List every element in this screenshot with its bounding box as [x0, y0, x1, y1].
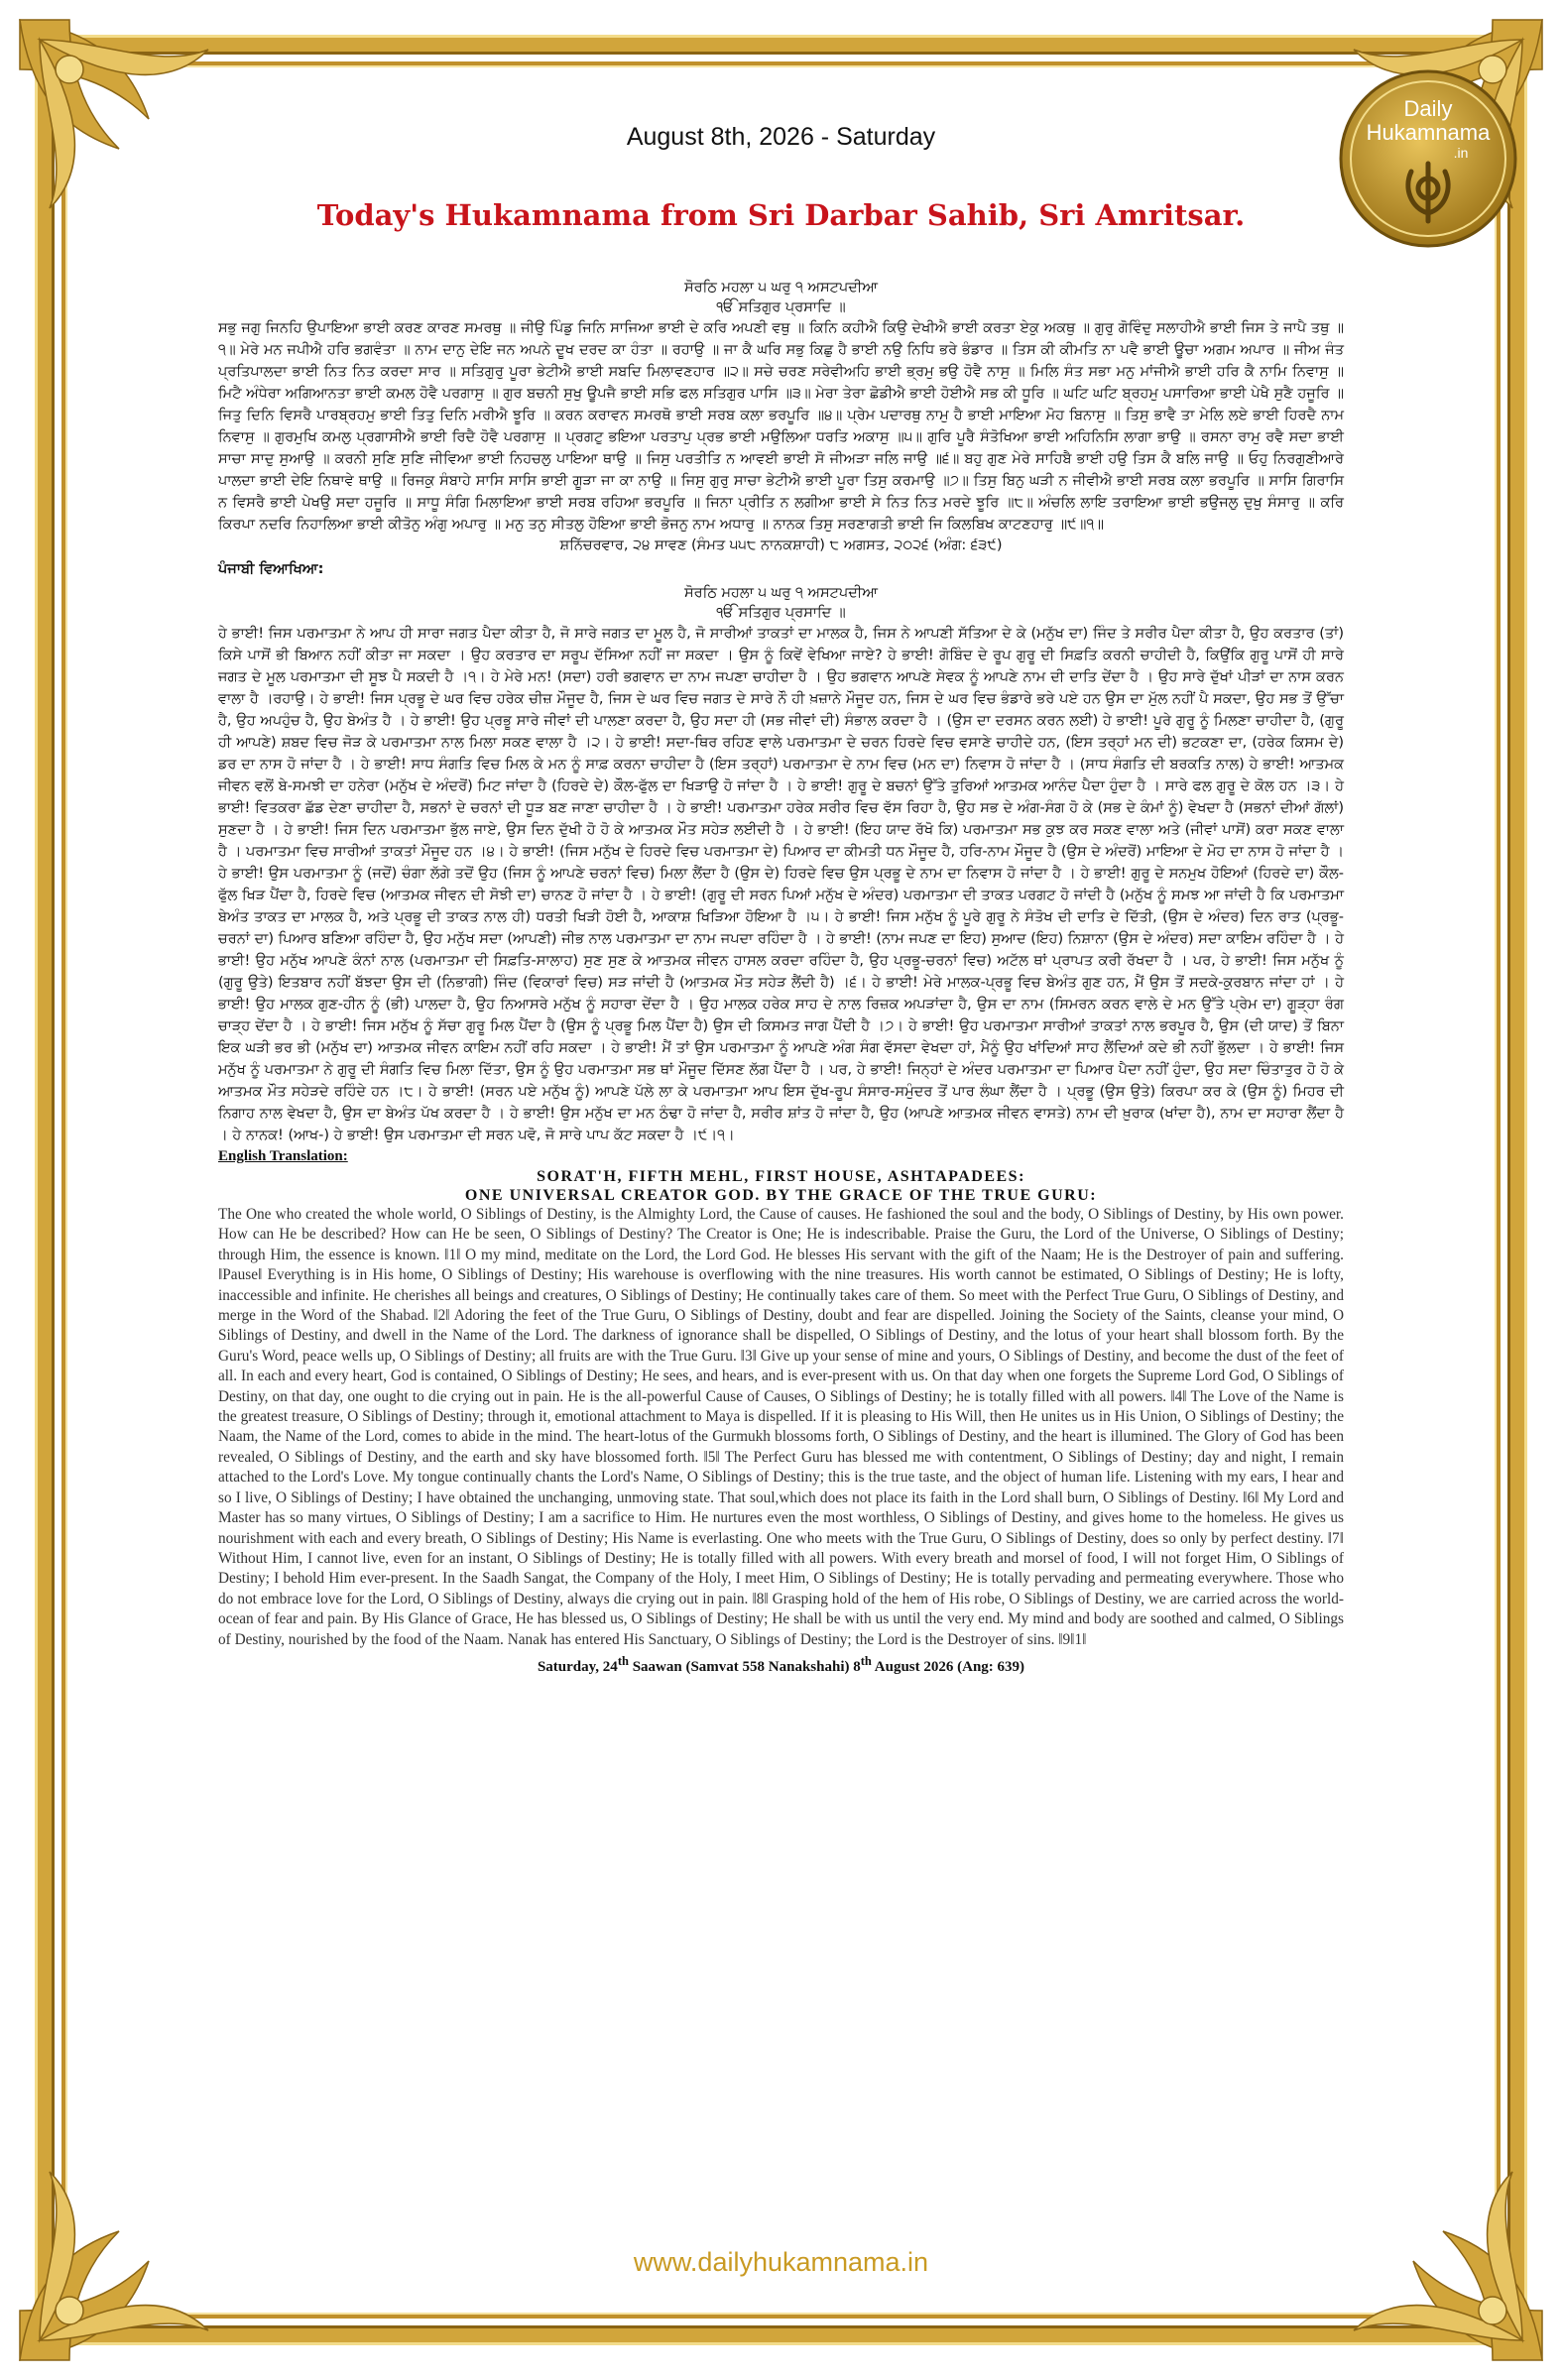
footer-url[interactable]: www.dailyhukamnama.in [633, 2247, 929, 2277]
vyakhya-text: ਹੇ ਭਾਈ! ਜਿਸ ਪਰਮਾਤਮਾ ਨੇ ਆਪ ਹੀ ਸਾਰਾ ਜਗਤ ਪੈਦਾ ਕੀਤਾ ਹੈ, ਜੋ ਸਾਰੇ ਜਗਤ ਦਾ ਮੂਲ ਹੈ, ਜੋ ਸਾਰੀਆਂ ਤਾਕਤਾਂ ਦਾ ਮਾਲਕ ਹੈ, ਜਿਸ ਨੇ ਆਪਣੀ ਸੱਤਿਆ ਦੇ ਕੇ (ਮਨੁੱਖ ਦਾ) ਜਿੰਦ ਤੇ ਸਰੀਰ ਪੈਦਾ ਕੀਤਾ ਹੈ, ਉਹ ਕਰਤਾਰ (ਤਾਂ) ਕਿਸੇ ਪਾਸੋਂ ਭੀ ਬਿਆਨ ਨਹੀਂ ਕੀਤਾ ਜਾ ਸਕਦਾ । ਉਹ ਕਰਤਾਰ ਦਾ ਸਰੂਪ ਦੱਸਿਆ ਨਹੀਂ ਜਾ ਸਕਦਾ । ਉਸ ਨੂੰ ਕਿਵੇਂ ਵੇਖਿਆ ਜਾਏ? ਹੇ ਭਾਈ! ਗੋਬਿੰਦ ਦੇ ਰੂਪ ਗੁਰੂ ਦੀ ਸਿਫ਼ਤਿ ਕਰਨੀ ਚਾਹੀਦੀ ਹੈ, ਕਿਉਂਕਿ ਗੁਰੂ ਪਾਸੋਂ ਹੀ ਸਾਰੇ ਜਗਤ ਦੇ ਮੂਲ ਪਰਮਾਤਮਾ ਦੀ ਸੂਝ ਪੈ ਸਕਦੀ ਹੈ ।੧। ਹੇ ਮੇਰੇ ਮਨ! (ਸਦਾ) ਹਰੀ ਭਗਵਾਨ ਦਾ ਨਾਮ ਜਪਣਾ ਚਾਹੀਦਾ ਹੈ । ਉਹ ਭਗਵਾਨ ਆਪਣੇ ਸੇਵਕ ਨੂੰ ਆਪਣੇ ਨਾਮ ਦੀ ਦਾਤਿ ਦੇਂਦਾ ਹੈ । ਉਹ ਸਾਰੇ ਦੁੱਖਾਂ ਪੀੜਾਂ ਦਾ ਨਾਸ ਕਰਨ ਵਾਲਾ ਹੈ ।ਰਹਾਉ। ਹੇ ਭਾਈ! ਜਿਸ ਪ੍ਰਭੂ ਦੇ ਘਰ ਵਿਚ ਹਰੇਕ ਚੀਜ਼ ਮੌਜੂਦ ਹੈ, ਜਿਸ ਦੇ ਘਰ ਵਿਚ ਜਗਤ ਦੇ ਸਾਰੇ ਨੌ ਹੀ ਖ਼ਜ਼ਾਨੇ ਮੌਜੂਦ ਹਨ, ਜਿਸ ਦੇ ਘਰ ਵਿਚ ਭੰਡਾਰੇ ਭਰੇ ਪਏ ਹਨ ਉਸ ਦਾ ਮੁੱਲ ਨਹੀਂ ਪੈ ਸਕਦਾ, ਉਹ ਸਭ ਤੋਂ ਉੱਚਾ ਹੈ, ਉਹ ਅਪਹੁੰਚ ਹੈ, ਉਹ ਬੇਅੰਤ ਹੈ । ਹੇ ਭਾਈ! ਉਹ ਪ੍ਰਭੂ ਸਾਰੇ ਜੀਵਾਂ ਦੀ ਪਾਲਣਾ ਕਰਦਾ ਹੈ, ਉਹ ਸਦਾ ਹੀ (ਸਭ ਜੀਵਾਂ ਦੀ) ਸੰਭਾਲ ਕਰਦਾ ਹੈ । (ਉਸ ਦਾ ਦਰਸਨ ਕਰਨ ਲਈ) ਹੇ ਭਾਈ! ਪੂਰੇ ਗੁਰੂ ਨੂੰ ਮਿਲਣਾ ਚਾਹੀਦਾ ਹੈ, (ਗੁਰੂ ਹੀ ਆਪਣੇ) ਸ਼ਬਦ ਵਿਚ ਜੋੜ ਕੇ ਪਰਮਾਤਮਾ ਨਾਲ ਮਿਲਾ ਸਕਣ ਵਾਲਾ ਹੈ ।੨। ਹੇ ਭਾਈ! ਸਦਾ-ਥਿਰ ਰਹਿਣ ਵਾਲੇ ਪਰਮਾਤਮਾ ਦੇ ਚਰਨ ਹਿਰਦੇ ਵਿਚ ਵਸਾਣੇ ਚਾਹੀਦੇ ਹਨ, (ਇਸ ਤਰ੍ਹਾਂ ਮਨ ਦੀ) ਭਟਕਣਾ ਦਾ, (ਹਰੇਕ ਕਿਸਮ ਦੇ) ਡਰ ਦਾ ਨਾਸ ਹੋ ਜਾਂਦਾ ਹੈ । ਹੇ ਭਾਈ! ਸਾਧ ਸੰਗਤਿ ਵਿਚ ਮਿਲ ਕੇ ਮਨ ਨੂੰ ਸਾਫ਼ ਕਰਨਾ ਚਾਹੀਦਾ ਹੈ (ਇਸ ਤਰ੍ਹਾਂ) ਪਰਮਾਤਮਾ ਦੇ ਨਾਮ ਵਿਚ (ਮਨ ਦਾ) ਨਿਵਾਸ ਹੋ ਜਾਂਦਾ ਹੈ । (ਸਾਧ ਸੰਗਤਿ ਦੀ ਬਰਕਤਿ ਨਾਲ) ਹੇ ਭਾਈ! ਆਤਮਕ ਜੀਵਨ ਵਲੋਂ ਬੇ-ਸਮਝੀ ਦਾ ਹਨੇਰਾ (ਮਨੁੱਖ ਦੇ ਅੰਦਰੋਂ) ਮਿਟ ਜਾਂਦਾ ਹੈ (ਹਿਰਦੇ ਦੇ) ਕੌਲ-ਫੁੱਲ ਦਾ ਖਿੜਾਉ ਹੋ ਜਾਂਦਾ ਹੈ । ਹੇ ਭਾਈ! ਗੁਰੂ ਦੇ ਬਚਨਾਂ ਉੱਤੇ ਤੁਰਿਆਂ ਆਤਮਕ ਆਨੰਦ ਪੈਦਾ ਹੁੰਦਾ ਹੈ । ਸਾਰੇ ਫਲ ਗੁਰੂ ਦੇ ਕੋਲ ਹਨ ।੩। ਹੇ ਭਾਈ! ਵਿਤਕਰਾ ਛੱਡ ਦੇਣਾ ਚਾਹੀਦਾ ਹੈ, ਸਭਨਾਂ ਦੇ ਚਰਨਾਂ ਦੀ ਧੂੜ ਬਣ ਜਾਣਾ ਚਾਹੀਦਾ ਹੈ । ਹੇ ਭਾਈ! ਪਰਮਾਤਮਾ ਹਰੇਕ ਸਰੀਰ ਵਿਚ ਵੱਸ ਰਿਹਾ ਹੈ, ਉਹ ਸਭ ਦੇ ਅੰਗ-ਸੰਗ ਹੋ ਕੇ (ਸਭ ਦੇ ਕੰਮਾਂ ਨੂੰ) ਵੇਖਦਾ ਹੈ (ਸਭਨਾਂ ਦੀਆਂ ਗੱਲਾਂ) ਸੁਣਦਾ ਹੈ । ਹੇ ਭਾਈ! ਜਿਸ ਦਿਨ ਪਰਮਾਤਮਾ ਭੁੱਲ ਜਾਏ, ਉਸ ਦਿਨ ਦੁੱਖੀ ਹੋ ਹੋ ਕੇ ਆਤਮਕ ਮੌਤ ਸਹੇੜ ਲਈਦੀ ਹੈ । ਹੇ ਭਾਈ! (ਇਹ ਯਾਦ ਰੱਖੋ ਕਿ) ਪਰਮਾਤਮਾ ਸਭ ਕੁਝ ਕਰ ਸਕਣ ਵਾਲਾ ਅਤੇ (ਜੀਵਾਂ ਪਾਸੋਂ) ਕਰਾ ਸਕਣ ਵਾਲਾ ਹੈ । ਪਰਮਾਤਮਾ ਵਿਚ ਸਾਰੀਆਂ ਤਾਕਤਾਂ ਮੌਜੂਦ ਹਨ ।੪। ਹੇ ਭਾਈ! (ਜਿਸ ਮਨੁੱਖ ਦੇ ਹਿਰਦੇ ਵਿਚ ਪਰਮਾਤਮਾ ਦੇ) ਪਿਆਰ ਦਾ ਕੀਮਤੀ ਧਨ ਮੌਜੂਦ ਹੈ, ਹਰਿ-ਨਾਮ ਮੌਜੂਦ ਹੈ (ਉਸ ਦੇ ਅੰਦਰੋਂ) ਮਾਇਆ ਦੇ ਮੋਹ ਦਾ ਨਾਸ ਹੋ ਜਾਂਦਾ ਹੈ । ਹੇ ਭਾਈ! ਉਸ ਪਰਮਾਤਮਾ ਨੂੰ (ਜਦੋਂ) ਚੰਗਾ ਲੱਗੇ ਤਦੋਂ ਉਹ (ਜਿਸ ਨੂੰ ਆਪਣੇ ਚਰਨਾਂ ਵਿਚ) ਮਿਲਾ ਲੈਂਦਾ ਹੈ (ਉਸ ਦੇ) ਹਿਰਦੇ ਵਿਚ ਉਸ ਪ੍ਰਭੂ ਦੇ ਨਾਮ ਦਾ ਨਿਵਾਸ ਹੋ ਜਾਂਦਾ ਹੈ । ਹੇ ਭਾਈ! ਗੁਰੂ ਦੇ ਸਨਮੁਖ ਹੋਇਆਂ (ਹਿਰਦੇ ਦਾ) ਕੌਲ-ਫੁੱਲ ਖਿੜ ਪੈਂਦਾ ਹੈ, ਹਿਰਦੇ ਵਿਚ (ਆਤਮਕ ਜੀਵਨ ਦੀ ਸੋਝੀ ਦਾ) ਚਾਨਣ ਹੋ ਜਾਂਦਾ ਹੈ । ਹੇ ਭਾਈ! (ਗੁਰੂ ਦੀ ਸਰਨ ਪਿਆਂ ਮਨੁੱਖ ਦੇ ਅੰਦਰ) ਪਰਮਾਤਮਾ ਦੀ ਤਾਕਤ ਪਰਗਟ ਹੋ ਜਾਂਦੀ ਹੈ (ਮਨੁੱਖ ਨੂੰ ਸਮਝ ਆ ਜਾਂਦੀ ਹੈ ਕਿ ਪਰਮਾਤਮਾ ਬੇਅੰਤ ਤਾਕਤ ਦਾ ਮਾਲਕ ਹੈ, ਅਤੇ ਪ੍ਰਭੂ ਦੀ ਤਾਕਤ ਨਾਲ ਹੀ) ਧਰਤੀ ਖਿੜੀ ਹੋਈ ਹੈ, ਆਕਾਸ਼ ਖਿੜਿਆ ਹੋਇਆ ਹੈ ।੫। ਹੇ ਭਾਈ! ਜਿਸ ਮਨੁੱਖ ਨੂੰ ਪੂਰੇ ਗੁਰੂ ਨੇ ਸੰਤੋਖ ਦੀ ਦਾਤਿ ਦੇ ਦਿੱਤੀ, (ਉਸ ਦੇ ਅੰਦਰ) ਦਿਨ ਰਾਤ (ਪ੍ਰਭੂ-ਚਰਨਾਂ ਦਾ) ਪਿਆਰ ਬਣਿਆ ਰਹਿੰਦਾ ਹੈ, ਉਹ ਮਨੁੱਖ ਸਦਾ (ਆਪਣੀ) ਜੀਭ ਨਾਲ ਪਰਮਾਤਮਾ ਦਾ ਨਾਮ ਜਪਦਾ ਰਹਿੰਦਾ ਹੈ । ਹੇ ਭਾਈ! (ਨਾਮ ਜਪਣ ਦਾ ਇਹ) ਸੁਆਦ (ਇਹ) ਨਿਸ਼ਾਨਾ (ਉਸ ਦੇ ਅੰਦਰ) ਸਦਾ ਕਾਇਮ ਰਹਿੰਦਾ ਹੈ । ਹੇ ਭਾਈ! ਉਹ ਮਨੁੱਖ ਆਪਣੇ ਕੰਨਾਂ ਨਾਲ (ਪਰਮਾਤਮਾ ਦੀ ਸਿਫ਼ਤਿ-ਸਾਲਾਹ) ਸੁਣ ਸੁਣ ਕੇ ਆਤਮਕ ਜੀਵਨ ਹਾਸਲ ਕਰਦਾ ਰਹਿੰਦਾ ਹੈ, ਉਹ ਪ੍ਰਭੂ-ਚਰਨਾਂ ਵਿਚ) ਅਟੱਲ ਥਾਂ ਪ੍ਰਾਪਤ ਕਰੀ ਰੱਖਦਾ ਹੈ । ਪਰ, ਹੇ ਭਾਈ! ਜਿਸ ਮਨੁੱਖ ਨੂੰ (ਗੁਰੂ ਉਤੇ) ਇਤਬਾਰ ਨਹੀਂ ਬੱਝਦਾ ਉਸ ਦੀ (ਨਿਭਾਗੀ) ਜਿੰਦ (ਵਿਕਾਰਾਂ ਵਿਚ) ਸੜ ਜਾਂਦੀ ਹੈ (ਆਤਮਕ ਮੌਤ ਸਹੇੜ ਲੈਂਦੀ ਹੈ) ।੬। ਹੇ ਭਾਈ! ਮੇਰੇ ਮਾਲਕ-ਪ੍ਰਭੂ ਵਿਚ ਬੇਅੰਤ ਗੁਣ ਹਨ, ਮੈਂ ਉਸ ਤੋਂ ਸਦਕੇ-ਕੁਰਬਾਨ ਜਾਂਦਾ ਹਾਂ । ਹੇ ਭਾਈ! ਉਹ ਮਾਲਕ ਗੁਣ-ਹੀਨ ਨੂੰ (ਭੀ) ਪਾਲਦਾ ਹੈ, ਉਹ ਨਿਆਸਰੇ ਮਨੁੱਖ ਨੂੰ ਸਹਾਰਾ ਦੇਂਦਾ ਹੈ । ਉਹ ਮਾਲਕ ਹਰੇਕ ਸਾਹ ਦੇ ਨਾਲ ਰਿਜ਼ਕ ਅਪੜਾਂਦਾ ਹੈ, ਉਸ ਦਾ ਨਾਮ (ਸਿਮਰਨ ਕਰਨ ਵਾਲੇ ਦੇ ਮਨ ਉੱਤੇ ਪ੍ਰੇਮ ਦਾ) ਗੂੜ੍ਹਾ ਰੰਗ ਚਾੜ੍ਹ ਦੇਂਦਾ ਹੈ । ਹੇ ਭਾਈ! ਜਿਸ ਮਨੁੱਖ ਨੂੰ ਸੱਚਾ ਗੁਰੂ ਮਿਲ ਪੈਂਦਾ ਹੈ (ਉਸ ਨੂੰ ਪ੍ਰਭੂ ਮਿਲ ਪੈਂਦਾ ਹੈ) ਉਸ ਦੀ ਕਿਸਮਤ ਜਾਗ ਪੈਂਦੀ ਹੈ ।੭। ਹੇ ਭਾਈ! ਉਹ ਪਰਮਾਤਮਾ ਸਾਰੀਆਂ ਤਾਕਤਾਂ ਨਾਲ ਭਰਪੂਰ ਹੈ, ਉਸ (ਦੀ ਯਾਦ) ਤੋਂ ਬਿਨਾ ਇਕ ਘੜੀ ਭਰ ਭੀ (ਮਨੁੱਖ ਦਾ) ਆਤਮਕ ਜੀਵਨ ਕਾਇਮ ਨਹੀਂ ਰਹਿ ਸਕਦਾ । ਹੇ ਭਾਈ! ਮੈਂ ਤਾਂ ਉਸ ਪਰਮਾਤਮਾ ਨੂੰ ਆਪਣੇ ਅੰਗ ਸੰਗ ਵੱਸਦਾ ਵੇਖਦਾ ਹਾਂ, ਮੈਨੂੰ ਉਹ ਖਾਂਦਿਆਂ ਸਾਹ ਲੈਂਦਿਆਂ ਕਦੇ ਭੀ ਨਹੀਂ ਭੁੱਲਦਾ । ਹੇ ਭਾਈ! ਜਿਸ ਮਨੁੱਖ ਨੂੰ ਪਰਮਾਤਮਾ ਨੇ ਗੁਰੂ ਦੀ ਸੰਗਤਿ ਵਿਚ ਮਿਲਾ ਦਿੱਤਾ, ਉਸ ਨੂੰ ਉਹ ਪਰਮਾਤਮਾ ਸਭ ਥਾਂ ਮੌਜੂਦ ਦਿੱਸਣ ਲੱਗ ਪੈਂਦਾ ਹੈ । ਪਰ, ਹੇ ਭਾਈ! ਜਿਨ੍ਹਾਂ ਦੇ ਅੰਦਰ ਪਰਮਾਤਮਾ ਦਾ ਪਿਆਰ ਪੈਦਾ ਨਹੀਂ ਹੁੰਦਾ, ਉਹ ਸਦਾ ਚਿੰਤਾਤੁਰ ਹੋ ਹੋ ਕੇ ਆਤਮਕ ਮੌਤ ਸਹੇੜਦੇ ਰਹਿੰਦੇ ਹਨ ।੮। ਹੇ ਭਾਈ! (ਸਰਨ ਪਏ ਮਨੁੱਖ ਨੂੰ) ਆਪਣੇ ਪੱਲੇ ਲਾ ਕੇ ਪਰਮਾਤਮਾ ਆਪ ਇਸ ਦੁੱਖ-ਰੂਪ ਸੰਸਾਰ-ਸਮੁੰਦਰ ਤੋਂ ਪਾਰ ਲੰਘਾ ਲੈਂਦਾ ਹੈ । ਪ੍ਰਭੂ (ਉਸ ਉਤੇ) ਕਿਰਪਾ ਕਰ ਕੇ (ਉਸ ਨੂੰ) ਮਿਹਰ ਦੀ ਨਿਗਾਹ ਨਾਲ ਵੇਖਦਾ ਹੈ, ਉਸ ਦਾ ਬੇਅੰਤ ਪੱਖ ਕਰਦਾ ਹੈ । ਹੇ ਭਾਈ! ਉਸ ਮਨੁੱਖ ਦਾ ਮਨ ਠੰਢਾ ਹੋ ਜਾਂਦਾ ਹੈ, ਸਰੀਰ ਸ਼ਾਂਤ ਹੋ ਜਾਂਦਾ ਹੈ, ਉਹ (ਆਪਣੇ ਆਤਮਕ ਜੀਵਨ ਵਾਸਤੇ) ਨਾਮ ਦੀ ਖ਼ੁਰਾਕ (ਖਾਂਦਾ ਹੈ), ਨਾਮ ਦਾ ਸਹਾਰਾ ਲੈਂਦਾ ਹੈ । ਹੇ ਨਾਨਕ! (ਆਖ-) ਹੇ ਭਾਈ! ਉਸ ਪਰਮਾਤਮਾ ਦੀ ਸਰਨ ਪਵੋ, ਜੋ ਸਾਰੇ ਪਾਪ ਕੱਟ ਸਕਦਾ ਹੈ ।੯।੧। [218, 626, 1344, 1143]
logo-text-hukamnama: Hukamnama [1366, 120, 1491, 145]
logo-text-daily: Daily [1403, 96, 1453, 121]
logo-text-domain: .in [1453, 145, 1469, 161]
english-heading-1: SORAT'H, FIFTH MEHL, FIRST HOUSE, ASHTAPADEES: [537, 1168, 1025, 1185]
corner-ornament-top-left [10, 10, 228, 228]
gurbani-heading: ਸੋਰਠਿ ਮਹਲਾ ੫ ਘਰੁ ੧ ਅਸਟਪਦੀਆ [684, 280, 878, 296]
vyakhya-label: ਪੰਜਾਬੀ ਵਿਆਖਿਆ: [218, 561, 324, 577]
hukamnama-content [218, 278, 1344, 1676]
english-text: The One who created the whole world, O Siblings of Destiny, is the Almighty Lord, the Cause of causes. He fashioned the soul and the body, O Siblings of Destiny, by His own power. How can He be described? How can He be seen, O Siblings of Destiny? The Creator is One; He is indescribable. Praise the Guru, the Lord of the Universe, O Siblings of Destiny; through Him, the essence is known. ‖1‖ O my mind, meditate on the Lord, the Lord God. He blesses His servant with the gift of the Naam; He is the Destroyer of pain and suffering. ‖Pause‖ Everything is in His home, O Siblings of Destiny; His warehouse is overflowing with the nine treasures. His worth cannot be estimated, O Siblings of Destiny; He is lofty, inaccessible and infinite. He cherishes all beings and creatures, O Siblings of Destiny; He continually takes care of them. So meet with the Perfect True Guru, O Siblings of Destiny, and merge in the Word of the Shabad. ‖2‖ Adoring the feet of the True Guru, O Siblings of Destiny, doubt and fear are dispelled. Joining the Society of the Saints, cleanse your mind, O Siblings of Destiny, and dwell in the Name of the Lord. The darkness of ignorance shall be dispelled, O Siblings of Destiny, and the lotus of your heart shall blossom forth. By the Guru's Word, peace wells up, O Siblings of Destiny; all fruits are with the True Guru. ‖3‖ Give up your sense of mine and yours, O Siblings of Destiny, and become the dust of the feet of all. In each and every heart, God is contained, O Siblings of Destiny; He sees, and hears, and is ever-present with us. On that day when one forgets the Supreme Lord God, O Siblings of Destiny, on that day, one ought to die crying out in pain. He is the all-powerful Cause of Causes, O Siblings of Destiny; he is totally filled with all powers. ‖4‖ The Love of the Name is the greatest treasure, O Siblings of Destiny; through it, emotional attachment to Maya is dispelled. If it is pleasing to His Will, then He unites us in His Union, O Siblings of Destiny; the Naam, the Name of the Lord, comes to abide in the mind. The heart-lotus of the Gurmukh blossoms forth, O Siblings of Destiny, and the heart is illumined. The Glory of God has been revealed, O Siblings of Destiny, and the earth and sky have blossomed forth. ‖5‖ The Perfect Guru has blessed me with contentment, O Siblings of Destiny; day and night, I remain attached to the Lord's Love. My tongue continually chants the Lord's Name, O Siblings of Destiny; this is the true taste, and the object of human life. Listening with my ears, I hear and so I live, O Siblings of Destiny; I have obtained the unchanging, unmoving state. That soul,which does not place its faith in the Lord shall burn, O Siblings of Destiny. ‖6‖ My Lord and Master has so many virtues, O Siblings of Destiny; I am a sacrifice to Him. He nurtures even the most worthless, O Siblings of Destiny, and gives home to the homeless. He gives us nourishment with each and every breath, O Siblings of Destiny; His Name is everlasting. One who meets with the True Guru, O Siblings of Destiny, does so only by perfect destiny. ‖7‖ Without Him, I cannot live, even for an instant, O Siblings of Destiny; He is totally filled with all powers. With every breath and morsel of food, I will not forget Him, O Siblings of Destiny; I behold Him ever-present. In the Saadh Sangat, the Company of the Holy, I meet Him, O Siblings of Destiny; He is totally pervading and permeating everywhere. Those who do not embrace love for the Lord, O Siblings of Destiny, always die crying out in pain. ‖8‖ Grasping hold of the hem of His robe, O Siblings of Destiny, we are carried across the world-ocean of fear and pain. By His Glance of Grace, He has blessed us, O Siblings of Destiny; He shall be with us until the very end. My mind and body are soothed and calmed, O Siblings of Destiny, nourished by the food of the Naam. Nanak has entered His Sanctuary, O Siblings of Destiny; the Lord is the Destroyer of sins. ‖9‖1‖ [218, 1206, 1344, 1648]
date-line: August 8th, 2026 - Saturday [626, 123, 936, 151]
gurbani-date: ਸ਼ਨਿੱਚਰਵਾਰ, ੨੪ ਸਾਵਣ (ਸੰਮਤ ੫੫੮ ਨਾਨਕਸ਼ਾਹੀ) ੮ ਅਗਸਤ, ੨੦੨੬ (ਅੰਗ: ੬੩੯) [559, 537, 1003, 553]
english-heading-2: ONE UNIVERSAL CREATOR GOD. BY THE GRACE OF THE TRUE GURU: [464, 1187, 1098, 1204]
vyakhya-heading: ਸੋਰਠਿ ਮਹਲਾ ੫ ਘਰੁ ੧ ਅਸਟਪਦੀਆ [684, 585, 878, 601]
gurbani-mool: ੴ ਸਤਿਗੁਰ ਪ੍ਰਸਾਦਿ ॥ [716, 299, 846, 315]
english-label: English Translation: [218, 1148, 348, 1164]
gurbani-text: ਸਭੁ ਜਗੁ ਜਿਨਹਿ ਉਪਾਇਆ ਭਾਈ ਕਰਣ ਕਾਰਣ ਸਮਰਥੁ ॥ ਜੀਉ ਪਿੰਡੁ ਜਿਨਿ ਸਾਜਿਆ ਭਾਈ ਦੇ ਕਰਿ ਅਪਣੀ ਵਥੁ ॥ ਕਿਨਿ ਕਹੀਐ ਕਿਉ ਦੇਖੀਐ ਭਾਈ ਕਰਤਾ ਏਕੁ ਅਕਥੁ ॥ ਗੁਰੁ ਗੋਵਿੰਦੁ ਸਲਾਹੀਐ ਭਾਈ ਜਿਸ ਤੇ ਜਾਪੈ ਤਥੁ ॥੧॥ ਮੇਰੇ ਮਨ ਜਪੀਐ ਹਰਿ ਭਗਵੰਤਾ ॥ ਨਾਮ ਦਾਨੁ ਦੇਇ ਜਨ ਅਪਨੇ ਦੂਖ ਦਰਦ ਕਾ ਹੰਤਾ ॥ ਰਹਾਉ ॥ ਜਾ ਕੈ ਘਰਿ ਸਭੁ ਕਿਛੁ ਹੈ ਭਾਈ ਨਉ ਨਿਧਿ ਭਰੇ ਭੰਡਾਰ ॥ ਤਿਸ ਕੀ ਕੀਮਤਿ ਨਾ ਪਵੈ ਭਾਈ ਊਚਾ ਅਗਮ ਅਪਾਰ ॥ ਜੀਅ ਜੰਤ ਪ੍ਰਤਿਪਾਲਦਾ ਭਾਈ ਨਿਤ ਨਿਤ ਕਰਦਾ ਸਾਰ ॥ ਸਤਿਗੁਰੁ ਪੂਰਾ ਭੇਟੀਐ ਭਾਈ ਸਬਦਿ ਮਿਲਾਵਣਹਾਰ ॥੨॥ ਸਚੇ ਚਰਣ ਸਰੇਵੀਅਹਿ ਭਾਈ ਭ੍ਰਮੁ ਭਉ ਹੋਵੈ ਨਾਸੁ ॥ ਮਿਲਿ ਸੰਤ ਸਭਾ ਮਨੁ ਮਾਂਜੀਐ ਭਾਈ ਹਰਿ ਕੈ ਨਾਮਿ ਨਿਵਾਸੁ ॥ ਮਿਟੈ ਅੰਧੇਰਾ ਅਗਿਆਨਤਾ ਭਾਈ ਕਮਲ ਹੋਵੈ ਪਰਗਾਸੁ ॥ ਗੁਰ ਬਚਨੀ ਸੁਖੁ ਊਪਜੈ ਭਾਈ ਸਭਿ ਫਲ ਸਤਿਗੁਰ ਪਾਸਿ ॥੩॥ ਮੇਰਾ ਤੇਰਾ ਛੋਡੀਐ ਭਾਈ ਹੋਈਐ ਸਭ ਕੀ ਧੂਰਿ ॥ ਘਟਿ ਘਟਿ ਬ੍ਰਹਮੁ ਪਸਾਰਿਆ ਭਾਈ ਪੇਖੈ ਸੁਣੈ ਹਜੂਰਿ ॥ ਜਿਤੁ ਦਿਨਿ ਵਿਸਰੈ ਪਾਰਬ੍ਰਹਮੁ ਭਾਈ ਤਿਤੁ ਦਿਨਿ ਮਰੀਐ ਝੂਰਿ ॥ ਕਰਨ ਕਰਾਵਨ ਸਮਰਥੋ ਭਾਈ ਸਰਬ ਕਲਾ ਭਰਪੂਰਿ ॥੪॥ ਪ੍ਰੇਮ ਪਦਾਰਥੁ ਨਾਮੁ ਹੈ ਭਾਈ ਮਾਇਆ ਮੋਹ ਬਿਨਾਸੁ ॥ ਤਿਸੁ ਭਾਵੈ ਤਾ ਮੇਲਿ ਲਏ ਭਾਈ ਹਿਰਦੈ ਨਾਮ ਨਿਵਾਸੁ ॥ ਗੁਰਮੁਖਿ ਕਮਲੁ ਪ੍ਰਗਾਸੀਐ ਭਾਈ ਰਿਦੈ ਹੋਵੈ ਪਰਗਾਸੁ ॥ ਪ੍ਰਗਟੁ ਭਇਆ ਪਰਤਾਪੁ ਪ੍ਰਭ ਭਾਈ ਮਉਲਿਆ ਧਰਤਿ ਅਕਾਸੁ ॥੫॥ ਗੁਰਿ ਪੂਰੈ ਸੰਤੋਖਿਆ ਭਾਈ ਅਹਿਨਿਸਿ ਲਾਗਾ ਭਾਉ ॥ ਰਸਨਾ ਰਾਮੁ ਰਵੈ ਸਦਾ ਭਾਈ ਸਾਚਾ ਸਾਦੁ ਸੁਆਉ ॥ ਕਰਨੀ ਸੁਣਿ ਸੁਣਿ ਜੀਵਿਆ ਭਾਈ ਨਿਹਚਲੁ ਪਾਇਆ ਥਾਉ ॥ ਜਿਸੁ ਪਰਤੀਤਿ ਨ ਆਵਈ ਭਾਈ ਸੋ ਜੀਅੜਾ ਜਲਿ ਜਾਉ ॥੬॥ ਬਹੁ ਗੁਣ ਮੇਰੇ ਸਾਹਿਬੈ ਭਾਈ ਹਉ ਤਿਸ ਕੈ ਬਲਿ ਜਾਉ ॥ ਓਹੁ ਨਿਰਗੁਣੀਆਰੇ ਪਾਲਦਾ ਭਾਈ ਦੇਇ ਨਿਥਾਵੇ ਥਾਉ ॥ ਰਿਜਕੁ ਸੰਬਾਹੇ ਸਾਸਿ ਸਾਸਿ ਭਾਈ ਗੂੜਾ ਜਾ ਕਾ ਨਾਉ ॥ ਜਿਸੁ ਗੁਰੁ ਸਾਚਾ ਭੇਟੀਐ ਭਾਈ ਪੂਰਾ ਤਿਸੁ ਕਰਮਾਉ ॥੭॥ ਤਿਸੁ ਬਿਨੁ ਘੜੀ ਨ ਜੀਵੀਐ ਭਾਈ ਸਰਬ ਕਲਾ ਭਰਪੂਰਿ ॥ ਸਾਸਿ ਗਿਰਾਸਿ ਨ ਵਿਸਰੈ ਭਾਈ ਪੇਖਉ ਸਦਾ ਹਜੂਰਿ ॥ ਸਾਧੂ ਸੰਗਿ ਮਿਲਾਇਆ ਭਾਈ ਸਰਬ ਰਹਿਆ ਭਰਪੂਰਿ ॥ ਜਿਨਾ ਪ੍ਰੀਤਿ ਨ ਲਗੀਆ ਭਾਈ ਸੇ ਨਿਤ ਨਿਤ ਮਰਦੇ ਝੂਰਿ ॥੮॥ ਅੰਚਲਿ ਲਾਇ ਤਰਾਇਆ ਭਾਈ ਭਉਜਲੁ ਦੁਖੁ ਸੰਸਾਰੁ ॥ ਕਰਿ ਕਿਰਪਾ ਨਦਰਿ ਨਿਹਾਲਿਆ ਭਾਈ ਕੀਤੋਨੁ ਅੰਗੁ ਅਪਾਰੁ ॥ ਮਨੁ ਤਨੁ ਸੀਤਲੁ ਹੋਇਆ ਭਾਈ ਭੋਜਨੁ ਨਾਮ ਅਧਾਰੁ ॥ ਨਾਨਕ ਤਿਸੁ ਸਰਣਾਗਤੀ ਭਾਈ ਜਿ ਕਿਲਬਿਖ ਕਾਟਣਹਾਰੁ ॥੯॥੧॥ [218, 320, 1344, 533]
english-date: Saturday, 24th Saawan (Samvat 558 Nanakshahi) 8th August 2026 (Ang: 639) [537, 1653, 1025, 1675]
page-title: Today's Hukamnama from Sri Darbar Sahib, Sri Amritsar. [316, 198, 1246, 232]
vyakhya-mool: ੴ ਸਤਿਗੁਰ ਪ੍ਰਸਾਦਿ ॥ [716, 605, 846, 621]
